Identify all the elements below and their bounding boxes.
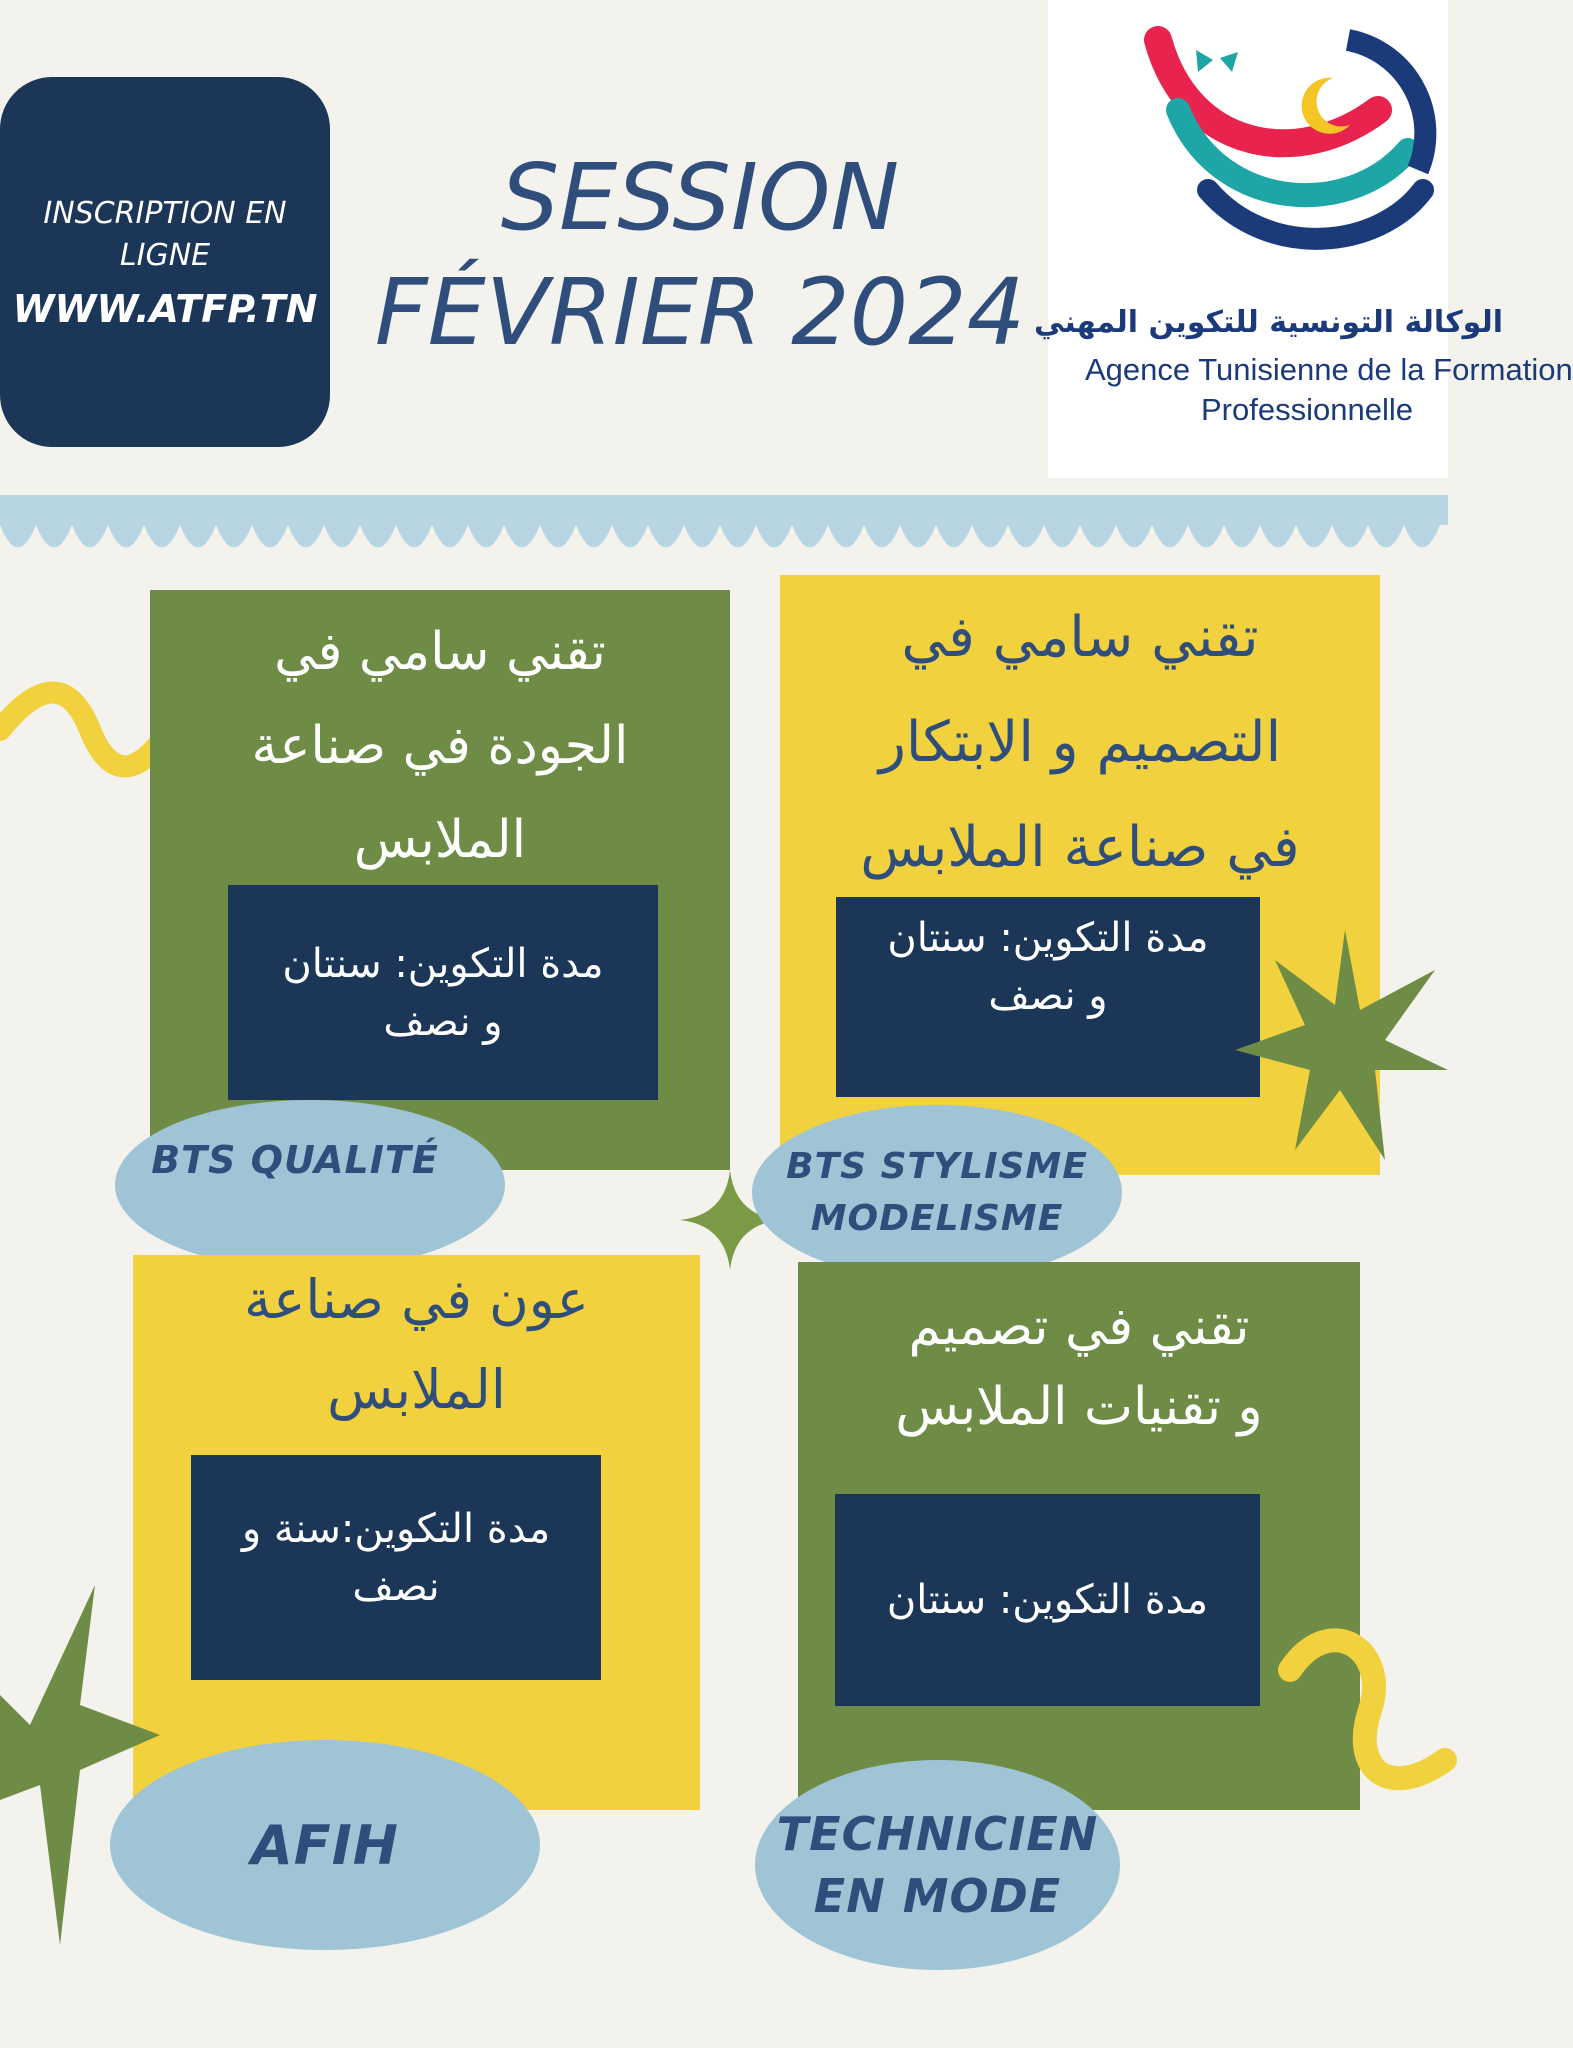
card-title-line-3: الملابس [353,810,527,870]
logo-arabic-name: الوكالة التونسية للتكوين المهني [1033,305,1503,340]
page-title [360,140,1040,370]
yellow-squiggle-right [1270,1610,1448,1810]
badge-technicien-en-mode [755,1760,1120,1970]
duration-line-1: مدة التكوين: سنتان [282,940,604,987]
badge-label-line-1: TECHNICIEN [776,1807,1099,1861]
duration-line-1: مدة التكوين:سنة و [241,1505,551,1552]
card-title-line-1: عون في صناعة [244,1268,589,1331]
scalloped-divider [0,495,1448,570]
card-title-line-2: التصميم و الابتكار [878,710,1282,775]
card-title [798,1287,1360,1447]
badge-label-line-2: MODELISME [810,1197,1064,1239]
card-title [150,605,730,887]
badge-afih [110,1740,540,1950]
card-title-line-1: تقني في تصميم [908,1297,1250,1357]
atfp-emblem-icon [1048,0,1448,290]
duration-line-1: مدة التكوين: سنتان [886,1577,1209,1623]
duration-line-2: و نصف [383,998,503,1045]
card-title-line-2: الجودة في صناعة [251,716,629,776]
card-title [133,1255,700,1435]
registration-box [0,77,330,447]
registration-line-1: INSCRIPTION EN [43,196,287,231]
badge-label-line-2: EN MODE [813,1869,1062,1923]
title-line-1: SESSION [500,144,900,251]
logo-french-line-2: Professionnelle [1201,392,1413,427]
atfp-logo [1033,0,1573,478]
program-card-quality [150,590,730,1170]
duration-box [191,1455,601,1680]
badge-label: AFIH [251,1813,399,1877]
green-star-icon [1235,930,1448,1160]
duration-box [836,897,1260,1097]
duration-line-1: مدة التكوين: سنتان [887,915,1209,961]
card-title-line-2: الملابس [327,1358,506,1421]
duration-box [835,1494,1260,1706]
card-title-line-2: و تقنيات الملابس [895,1377,1263,1437]
duration-line-2: و نصف [988,973,1108,1019]
card-title-line-1: تقني سامي في [901,605,1259,670]
registration-line-2: LIGNE [119,238,211,273]
card-title-line-1: تقني سامي في [274,622,606,682]
card-title [780,585,1380,900]
card-title-line-3: في صناعة الملابس [860,815,1300,880]
program-card-afih [133,1255,700,1810]
duration-line-2: نصف [352,1563,440,1610]
title-line-2: FÉVRIER 2024 [374,259,1026,366]
website-link[interactable]: WWW.ATFP.TN [12,287,318,331]
badge-bts-stylisme [752,1105,1122,1280]
badge-label-line-1: BTS STYLISME [786,1145,1088,1187]
badge-label: BTS QUALITÉ [151,1138,439,1182]
duration-box [228,885,658,1100]
logo-french-line-1: Agence Tunisienne de la Formation [1085,352,1573,387]
badge-bts-qualite [115,1100,505,1270]
